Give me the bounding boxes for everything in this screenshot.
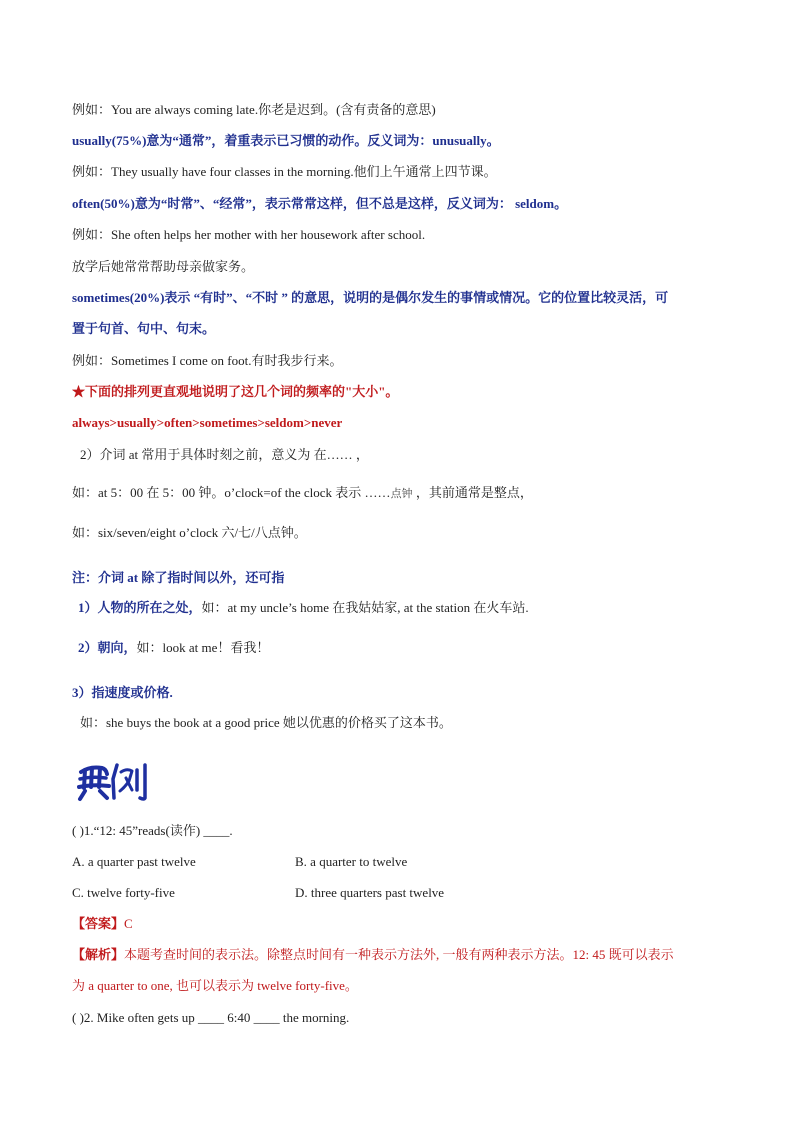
example-often-translation: 放学后她常常帮助母亲做家务。: [72, 259, 255, 274]
usually-definition: usually(75%)意为“通常”，着重表示已习惯的动作。反义词为：unusually。: [72, 133, 500, 148]
at-usage-location: [78, 599, 529, 617]
at-usage-price-example: 如：she buys the book at a good price 她以优惠的价格买了这本书。: [80, 715, 452, 730]
example-often: 例如：She often helps her mother with her housework after school.: [72, 227, 426, 242]
question-2-stem: ( )2. Mike often gets up ____ 6:40 ____ the morning.: [72, 1010, 350, 1025]
at-usage-speed-price: 3）指速度或价格.: [72, 685, 173, 700]
answer-label: 【答案】: [72, 916, 125, 931]
at-example-clock-part3: ，其前通常是整点，: [412, 485, 533, 500]
example-always: 例如：You are always coming late.你老是迟到。(含有责备的意思): [72, 102, 436, 117]
at-note-heading: 注：介词 at 除了指时间以外，还可指: [72, 570, 285, 585]
frequency-order: always>usually>often>sometimes>seldom>never: [72, 415, 343, 430]
at-example-oclock: 如：six/seven/eight o’clock 六/七/八点钟。: [72, 525, 307, 540]
at-example-clock: [72, 484, 533, 503]
sometimes-definition: sometimes(20%)表示 “有时”、“不时 ” 的意思，说明的是偶尔发生的事情或情况。它的位置比较灵活，可: [72, 290, 669, 305]
analysis-label: 【解析】: [72, 947, 125, 962]
question-1-option-a: A. a quarter past twelve: [72, 854, 196, 869]
at-example-clock-part2: 点钟: [390, 488, 413, 500]
at-usage-direction: [78, 639, 269, 657]
frequency-note: ★下面的排列更直观地说明了这几个词的频率的"大小"。: [72, 384, 399, 399]
section-logo-icon: [76, 760, 154, 804]
example-sometimes: 例如：Sometimes I come on foot.有时我步行来。: [72, 353, 343, 368]
at-usage-direction-example: 如：look at me！看我！: [136, 640, 270, 655]
at-usage-direction-label: 2）朝向，: [78, 640, 137, 655]
analysis-text: 本题考查时间的表示法。除整点时间有一种表示方法外, 一般有两种表示方法。12: 45 既可以表示: [124, 947, 674, 962]
question-1-stem: ( )1.“12: 45”reads(读作) ____.: [72, 823, 233, 838]
preposition-at-rule: 2）介词 at 常用于具体时刻之前，意义为 在…… ，: [80, 447, 369, 462]
often-definition: often(50%)意为“时常”、“经常”，表示常常这样，但不总是这样，反义词为： seldom。: [72, 196, 568, 211]
at-usage-location-label: 1）人物的所在之处，: [78, 600, 202, 615]
example-usually: 例如：They usually have four classes in the morning.他们上午通常上四节课。: [72, 164, 497, 179]
answer-value: C: [124, 916, 133, 931]
at-example-clock-part1: 如：at 5：00 在 5：00 钟。o’clock=of the clock 表示 ……: [72, 485, 391, 500]
question-1-option-b: B. a quarter to twelve: [295, 854, 408, 869]
question-1-option-c: C. twelve forty-five: [72, 885, 175, 900]
question-1-answer: [72, 915, 133, 933]
at-usage-location-example: 如：at my uncle’s home 在我姑姑家, at the station 在火车站.: [201, 600, 529, 615]
question-1-analysis-cont: 为 a quarter to one, 也可以表示为 twelve forty-five。: [72, 978, 358, 993]
question-1-analysis: [72, 946, 674, 964]
sometimes-definition-cont: 置于句首、句中、句末。: [72, 321, 216, 336]
question-1-option-d: D. three quarters past twelve: [295, 885, 445, 900]
